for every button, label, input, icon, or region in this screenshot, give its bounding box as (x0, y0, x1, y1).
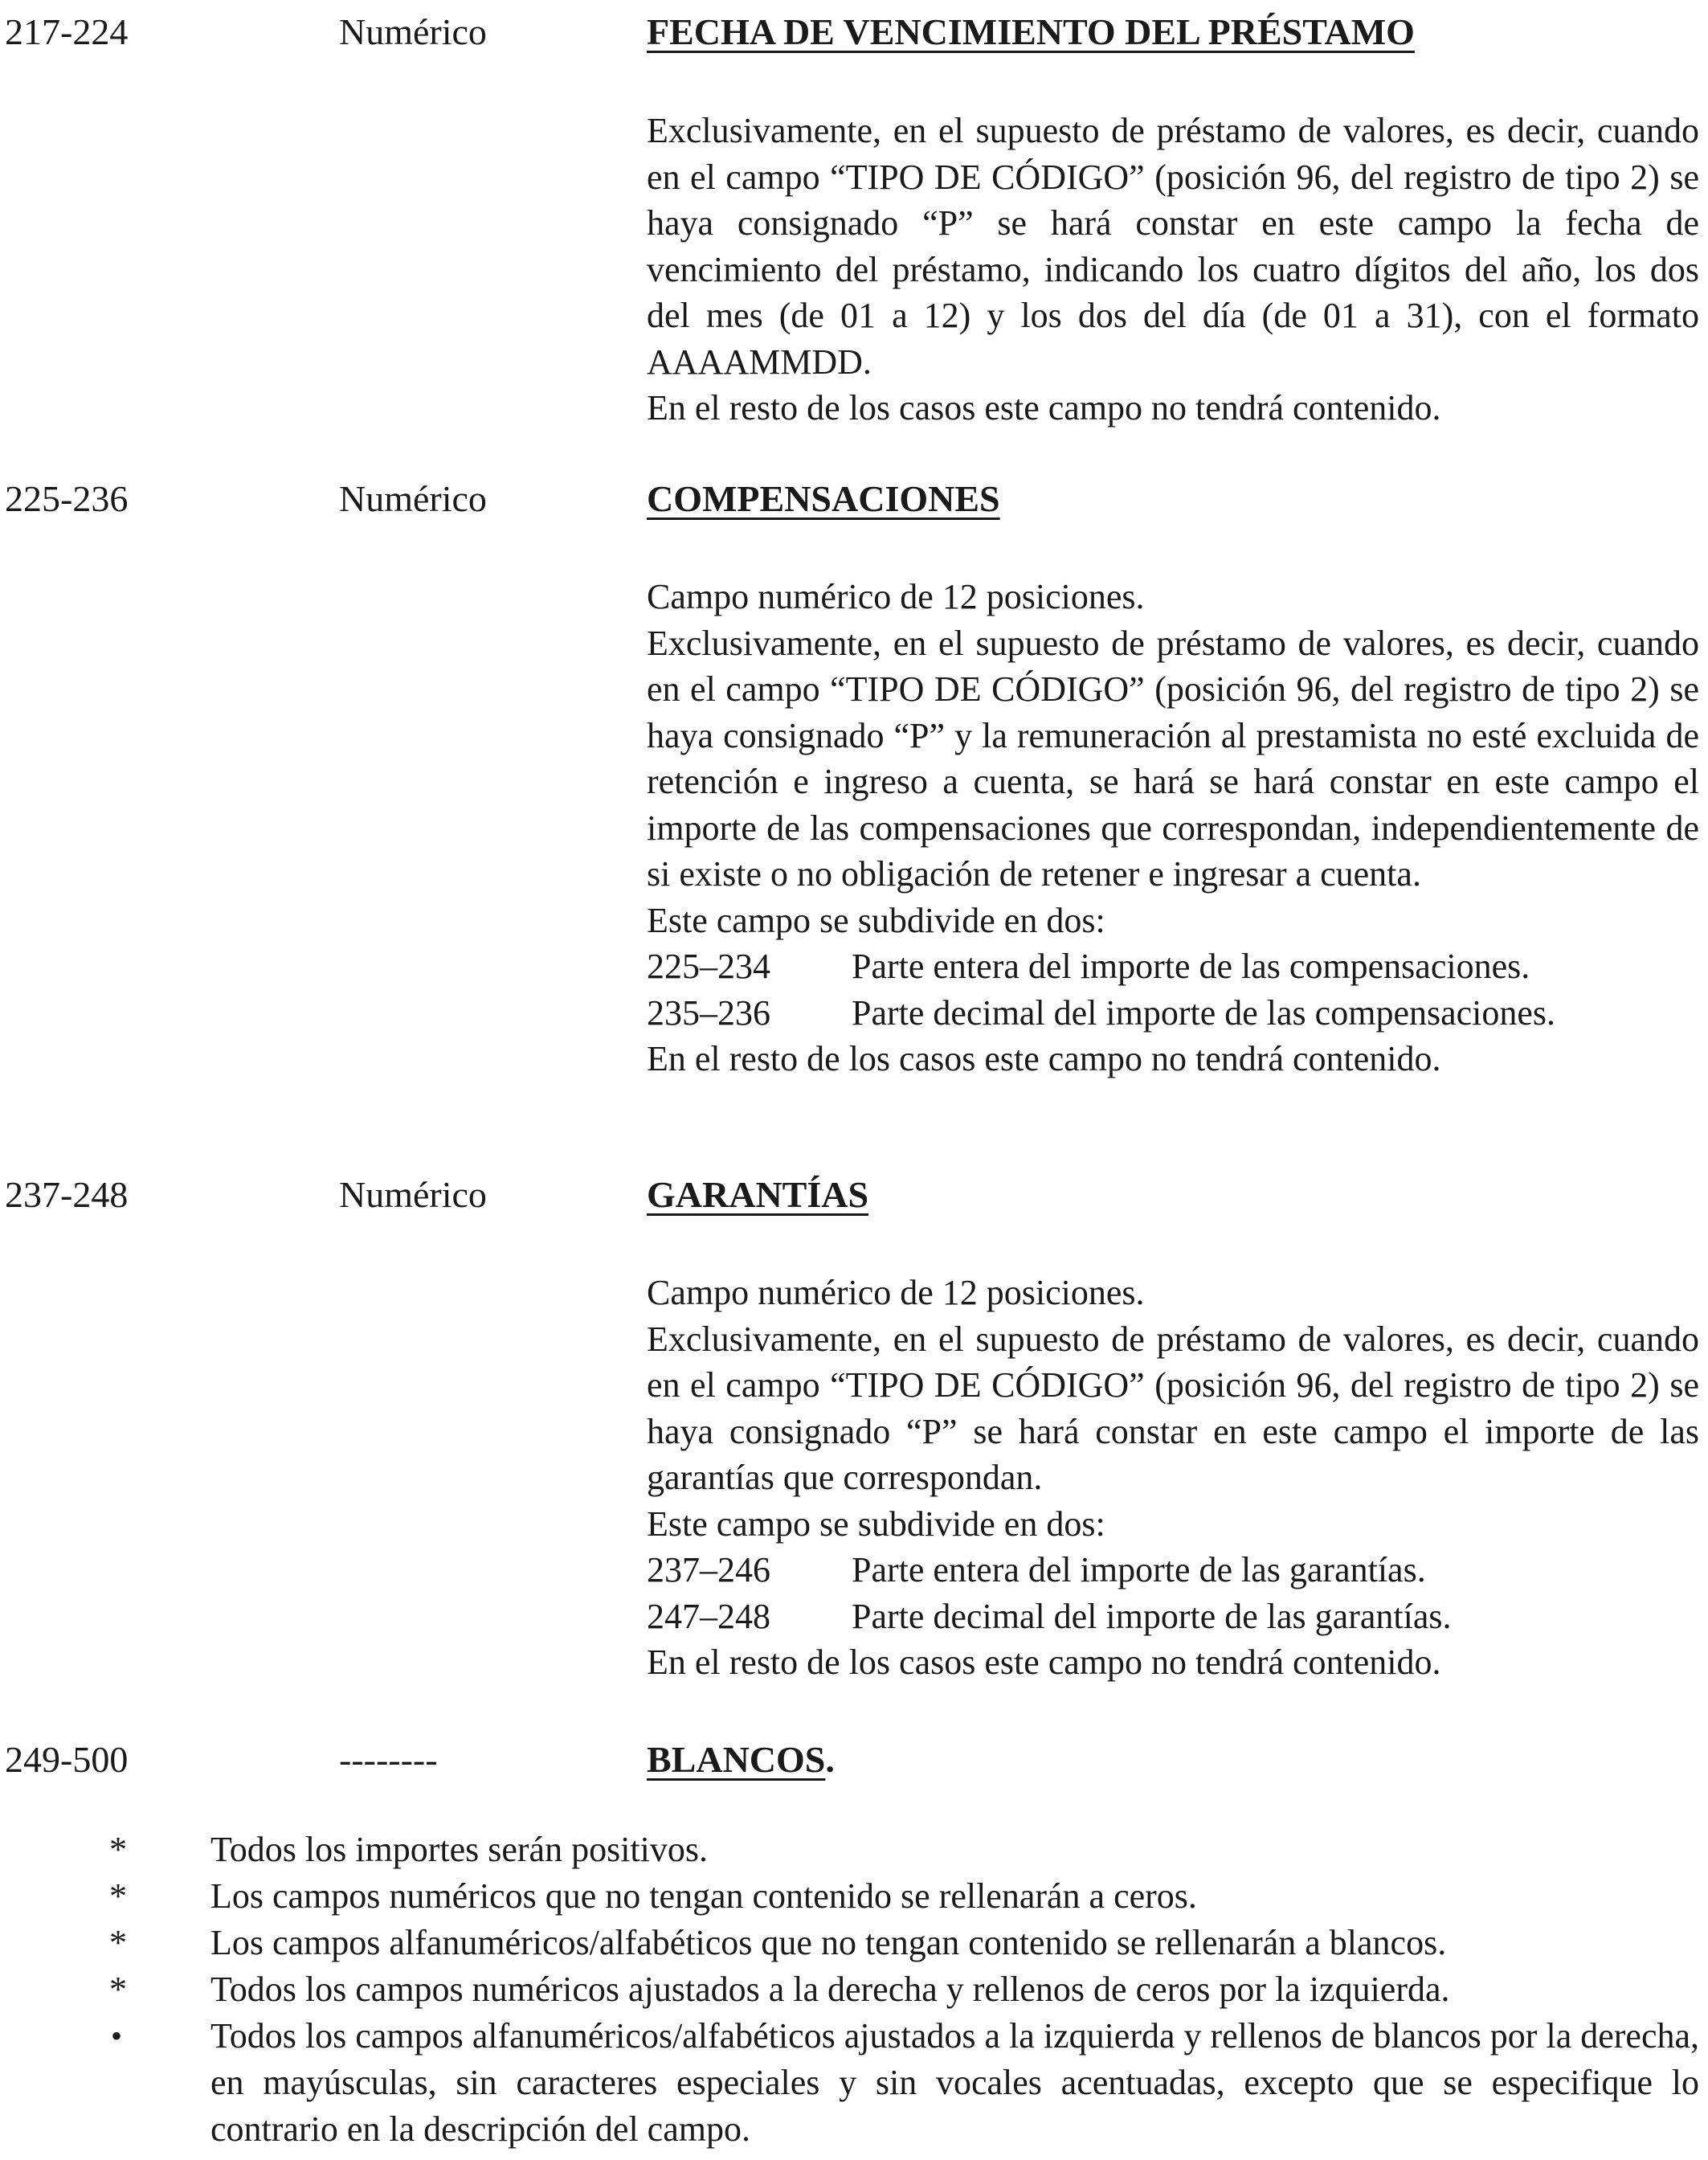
subfield-row (647, 1547, 1699, 1593)
description-paragraph: En el resto de los casos este campo no tendrá contenido. (647, 388, 1441, 428)
field-position: 225-236 (5, 478, 129, 519)
field-header-compensaciones (0, 471, 1708, 527)
field-header-fecha-vencimiento (0, 4, 1708, 60)
description-paragraph: Exclusivamente, en el supuesto de préstamo de valores, es decir, cuando en el campo “TIPO DE CÓDIGO” (posición 96, del registro de tipo 2) se haya consignado “P” se hará constar en este campo la fecha de vencimiento del préstamo, indicando los cuatro dígitos del año, los dos del mes (de 01 a 12) y los dos del día (de 01 a 31), con el formato AAAAMMDD. (647, 111, 1699, 382)
subfield-text: Parte entera del importe de las compensaciones. (852, 947, 1530, 986)
field-position: 237-248 (5, 1174, 129, 1215)
subfield-row (647, 1593, 1699, 1640)
description-paragraph: Exclusivamente, en el supuesto de préstamo de valores, es decir, cuando en el campo “TIPO DE CÓDIGO” (posición 96, del registro de tipo 2) se haya consignado “P” se hará constar en este campo el importe de las garantías que correspondan. (647, 1319, 1699, 1497)
subfield-code: 247–248 (647, 1596, 770, 1636)
subfield-text: Parte entera del importe de las garantías. (852, 1550, 1426, 1589)
field-type: -------- (339, 1739, 438, 1780)
note-item (0, 1920, 1708, 1966)
field-title (647, 4, 1415, 60)
field-title-text: FECHA DE VENCIMIENTO DEL PRÉSTAMO (647, 11, 1415, 52)
subfield-code: 237–246 (647, 1550, 770, 1589)
description-paragraph: Este campo se subdivide en dos: (647, 1503, 1105, 1544)
field-position: 249-500 (5, 1739, 129, 1780)
field-position: 217-224 (5, 11, 129, 52)
description-paragraph: En el resto de los casos este campo no tendrá contenido. (647, 1039, 1441, 1078)
description-paragraph: Campo numérico de 12 posiciones. (647, 1273, 1145, 1312)
subfield-text: Parte decimal del importe de las compensaciones. (852, 992, 1556, 1033)
general-notes-list (0, 1827, 1708, 2153)
note-text: Todos los campos numéricos ajustados a la derecha y rellenos de ceros por la izquierda. (210, 1970, 1450, 2009)
field-description-compensaciones (647, 574, 1699, 1082)
note-item (0, 1873, 1708, 1920)
field-type: Numérico (339, 478, 487, 519)
note-item (0, 1827, 1708, 1873)
field-title (647, 1167, 868, 1223)
field-title-suffix: . (825, 1739, 835, 1780)
asterisk-icon: * (109, 1876, 127, 1916)
asterisk-icon: * (109, 1830, 127, 1869)
bullet-icon: • (111, 2018, 123, 2054)
field-description-garantias (647, 1270, 1699, 1686)
asterisk-icon: * (109, 1970, 127, 2009)
note-item (0, 2013, 1708, 2153)
field-header-blancos (0, 1732, 1708, 1788)
field-title (647, 471, 1000, 527)
description-paragraph: Campo numérico de 12 posiciones. (647, 577, 1145, 616)
description-paragraph: Este campo se subdivide en dos: (647, 900, 1105, 940)
field-header-garantias (0, 1167, 1708, 1223)
note-text: Los campos alfanuméricos/alfabéticos que no tengan contenido se rellenarán a blancos. (210, 1923, 1447, 1962)
field-title-text: COMPENSACIONES (647, 478, 1000, 519)
note-text: Todos los campos alfanuméricos/alfabéticos ajustados a la izquierda y rellenos de blancos por la derecha, en mayúsculas, sin caracteres especiales y sin vocales acentuadas, excepto que se especifique lo contrario en la descripción del campo. (210, 2016, 1699, 2149)
subfield-code: 225–234 (647, 947, 770, 986)
note-item (0, 1966, 1708, 2013)
note-text: Los campos numéricos que no tengan contenido se rellenarán a ceros. (210, 1876, 1197, 1916)
field-description-fecha-vencimiento (647, 108, 1699, 432)
description-paragraph: En el resto de los casos este campo no tendrá contenido. (647, 1642, 1441, 1682)
description-paragraph: Exclusivamente, en el supuesto de préstamo de valores, es decir, cuando en el campo “TIPO DE CÓDIGO” (posición 96, del registro de tipo 2) se haya consignado “P” y la remuneración al prestamista no esté excluida de retención e ingreso a cuenta, se hará se hará constar en este campo el importe de las compensaciones que correspondan, independientemente de si existe o no obligación de retener e ingresar a cuenta. (647, 623, 1699, 894)
field-title-text: GARANTÍAS (647, 1174, 869, 1215)
subfield-row (647, 990, 1699, 1037)
note-text: Todos los importes serán positivos. (210, 1830, 709, 1869)
field-type: Numérico (339, 11, 487, 52)
subfield-row (647, 943, 1699, 990)
field-title-text: BLANCOS (647, 1739, 826, 1780)
subfield-code: 235–236 (647, 992, 770, 1033)
field-title (647, 1732, 835, 1788)
asterisk-icon: * (109, 1923, 127, 1962)
subfield-text: Parte decimal del importe de las garantías. (852, 1596, 1452, 1636)
field-type: Numérico (339, 1174, 487, 1215)
